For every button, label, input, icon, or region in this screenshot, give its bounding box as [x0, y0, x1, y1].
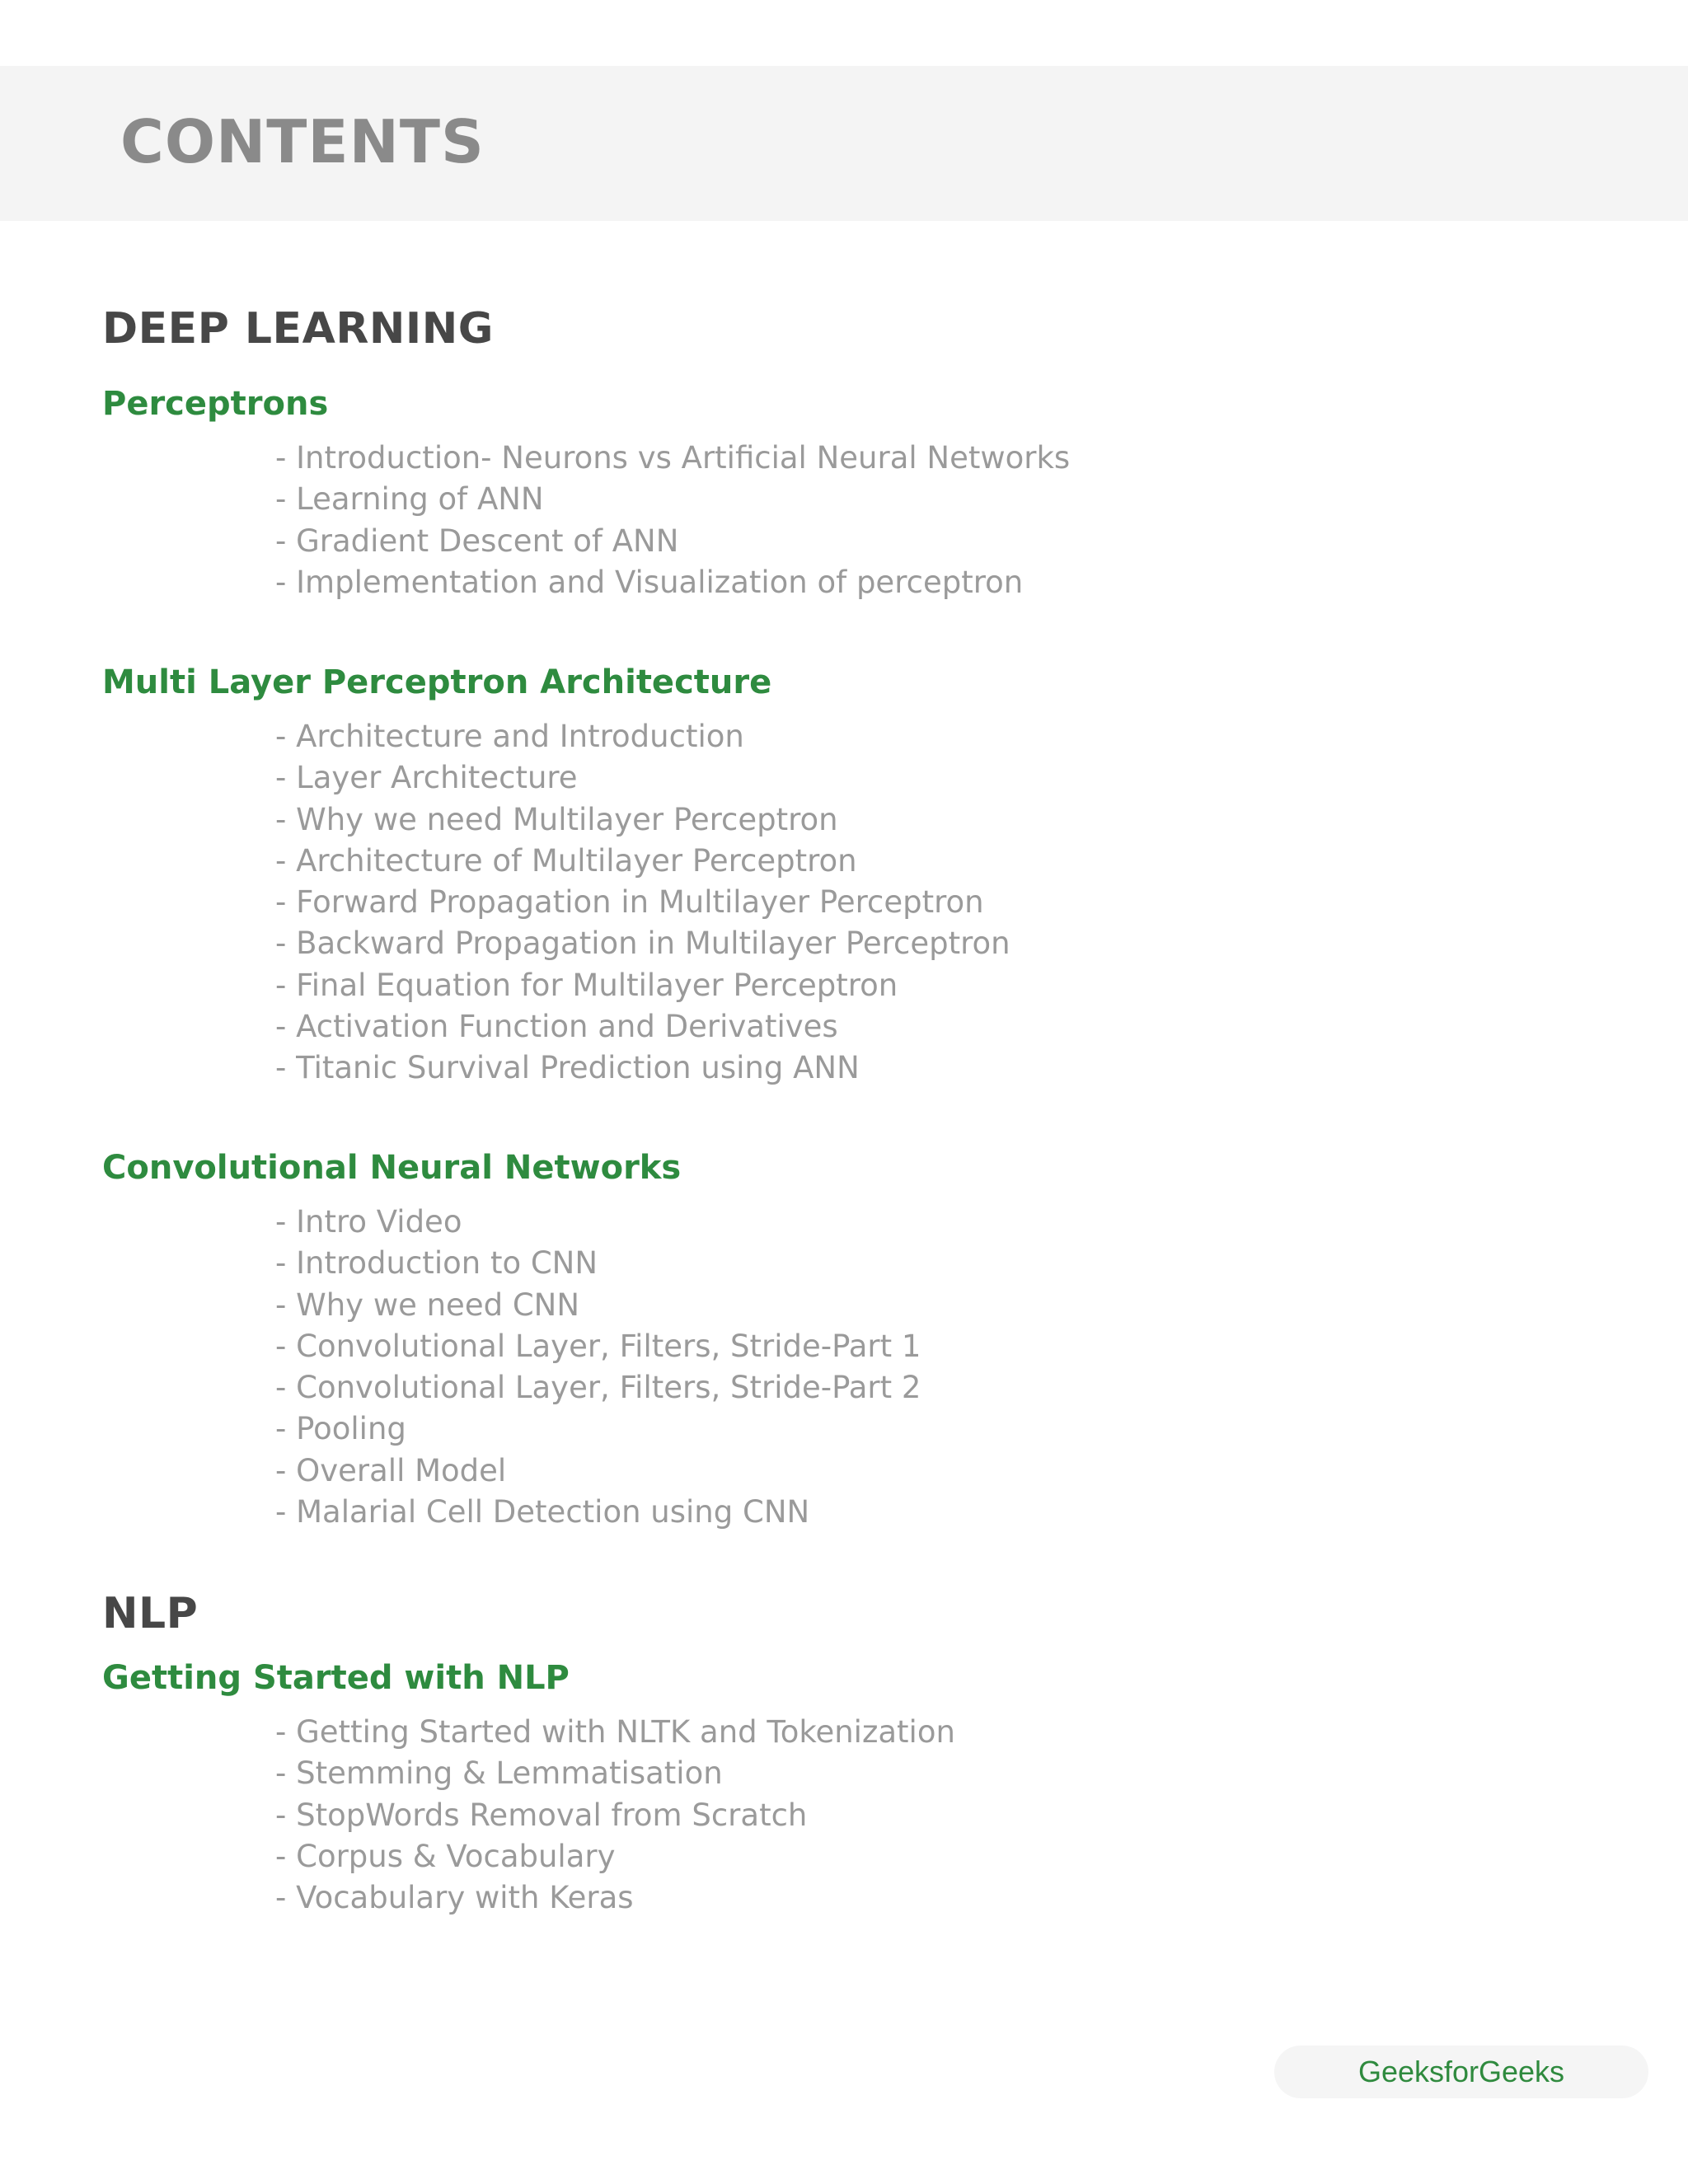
list-item: - Layer Architecture	[275, 757, 1010, 799]
list-item: - Titanic Survival Prediction using ANN	[275, 1047, 1010, 1089]
topic-list-cnn	[275, 1202, 921, 1533]
list-item: - StopWords Removal from Scratch	[275, 1795, 955, 1836]
list-item: - Why we need CNN	[275, 1285, 921, 1326]
section-title-perceptrons: Perceptrons	[102, 385, 329, 423]
list-item: - Vocabulary with Keras	[275, 1877, 955, 1919]
list-item: - Convolutional Layer, Filters, Stride-Part 2	[275, 1367, 921, 1408]
section-title-getting-started-nlp: Getting Started with NLP	[102, 1659, 570, 1697]
list-item: - Forward Propagation in Multilayer Perceptron	[275, 882, 1010, 923]
section-title-multi-layer-perceptron: Multi Layer Perceptron Architecture	[102, 663, 772, 701]
list-item: - Final Equation for Multilayer Perceptron	[275, 965, 1010, 1006]
page-title: CONTENTS	[120, 107, 485, 176]
list-item: - Implementation and Visualization of perceptron	[275, 562, 1070, 603]
list-item: - Gradient Descent of ANN	[275, 521, 1070, 562]
list-item: - Backward Propagation in Multilayer Perceptron	[275, 923, 1010, 964]
section-title-cnn: Convolutional Neural Networks	[102, 1149, 682, 1187]
list-item: - Why we need Multilayer Perceptron	[275, 799, 1010, 841]
list-item: - Pooling	[275, 1408, 921, 1450]
list-item: - Corpus & Vocabulary	[275, 1836, 955, 1877]
list-item: - Architecture and Introduction	[275, 716, 1010, 757]
list-item: - Overall Model	[275, 1451, 921, 1492]
list-item: - Getting Started with NLTK and Tokenization	[275, 1712, 955, 1753]
list-item: - Stemming & Lemmatisation	[275, 1753, 955, 1794]
list-item: - Architecture of Multilayer Perceptron	[275, 841, 1010, 882]
list-item: - Learning of ANN	[275, 479, 1070, 520]
part-title-nlp: NLP	[102, 1589, 199, 1638]
list-item: - Convolutional Layer, Filters, Stride-Part 1	[275, 1326, 921, 1367]
topic-list-multi-layer-perceptron	[275, 716, 1010, 1090]
brand-logo-text: GeeksforGeeks	[1357, 2055, 1565, 2088]
topic-list-perceptrons	[275, 438, 1070, 603]
part-title-deep-learning: DEEP LEARNING	[102, 304, 494, 354]
list-item: - Introduction to CNN	[275, 1243, 921, 1284]
list-item: - Introduction- Neurons vs Artificial Neural Networks	[275, 438, 1070, 479]
list-item: - Activation Function and Derivatives	[275, 1006, 1010, 1047]
list-item: - Intro Video	[275, 1202, 921, 1243]
topic-list-getting-started-nlp	[275, 1712, 955, 1919]
list-item: - Malarial Cell Detection using CNN	[275, 1492, 921, 1533]
